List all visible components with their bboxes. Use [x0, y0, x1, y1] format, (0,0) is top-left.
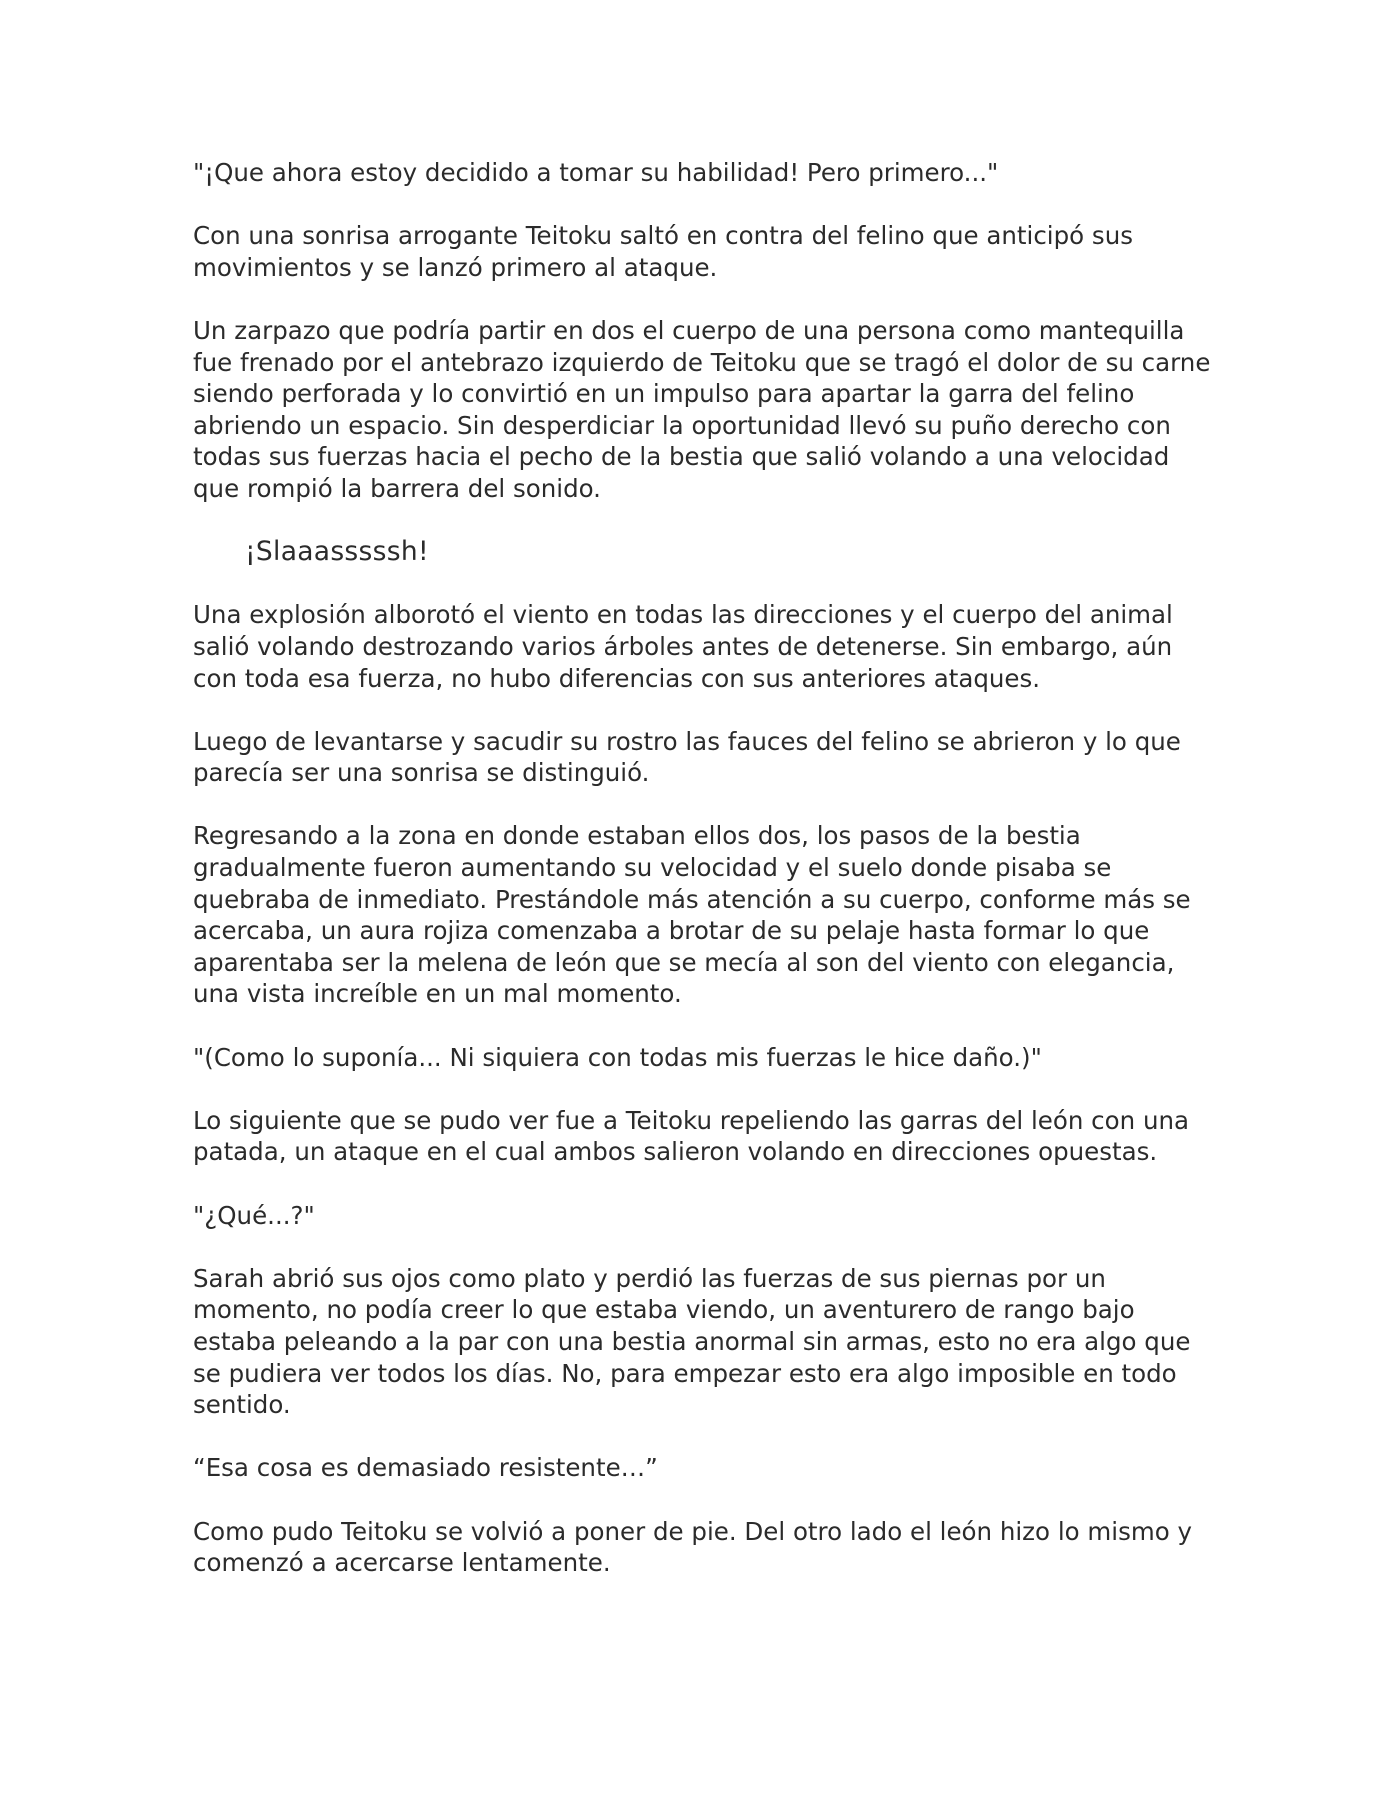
paragraph-10: "¿Qué...?"	[193, 1200, 315, 1230]
paragraph-11: Sarah abrió sus ojos como plato y perdió las fuerzas de sus piernas por un momento, no podía creer lo que estaba viendo, un aventurero de rango bajo estaba peleando a la par con una bestia anormal sin armas, esto no era algo que se pudiera ver todos los días. No, para empezar esto era algo imposible en todo sentido.	[193, 1263, 1191, 1420]
paragraph-8: "(Como lo suponía... Ni siquiera con todas mis fuerzas le hice daño.)"	[193, 1042, 1042, 1072]
document-body	[193, 157, 1213, 1610]
paragraph-1: "¡Que ahora estoy decidido a tomar su habilidad! Pero primero..."	[193, 158, 999, 187]
sound-effect-line: ¡Slaaasssssh!	[245, 536, 429, 568]
paragraph-3: Un zarpazo que podría partir en dos el cuerpo de una persona como mantequilla fue frenado por el antebrazo izquierdo de Teitoku que se tragó el dolor de su carne siendo perforada y lo convirtió en un impulso para apartar la garra del felino abriendo un espacio. Sin desperdiciar la oportunidad llevó su puño derecho con todas sus fuerzas hacia el pecho de la bestia que salió volando a una velocidad que rompió la barrera del sonido.	[193, 315, 1211, 503]
paragraph-12: “Esa cosa es demasiado resistente…”	[193, 1453, 658, 1483]
paragraph-9: Lo siguiente que se pudo ver fue a Teitoku repeliendo las garras del león con una patada, un ataque en el cual ambos salieron volando en direcciones opuestas.	[193, 1105, 1190, 1167]
paragraph-13: Como pudo Teitoku se volvió a poner de pie. Del otro lado el león hizo lo mismo y comenzó a acercarse lentamente.	[193, 1516, 1192, 1578]
paragraph-2: Con una sonrisa arrogante Teitoku saltó en contra del felino que anticipó sus movimientos y se lanzó primero al ataque.	[193, 221, 1133, 282]
paragraph-7: Regresando a la zona en donde estaban ellos dos, los pasos de la bestia gradualmente fueron aumentando su velocidad y el suelo donde pisaba se quebraba de inmediato. Prestándole más atención a su cuerpo, conforme más se acercaba, un aura rojiza comenzaba a brotar de su pelaje hasta formar lo que aparentaba ser la melena de león que se mecía al son del viento con elegancia, una vista increíble en un mal momento.	[193, 821, 1191, 1009]
paragraph-5: Una explosión alborotó el viento en todas las direcciones y el cuerpo del animal salió volando destrozando varios árboles antes de detenerse. Sin embargo, aún con toda esa fuerza, no hubo diferencias con sus anteriores ataques.	[193, 600, 1173, 693]
paragraph-6: Luego de levantarse y sacudir su rostro las fauces del felino se abrieron y lo que parecía ser una sonrisa se distinguió.	[193, 726, 1181, 788]
